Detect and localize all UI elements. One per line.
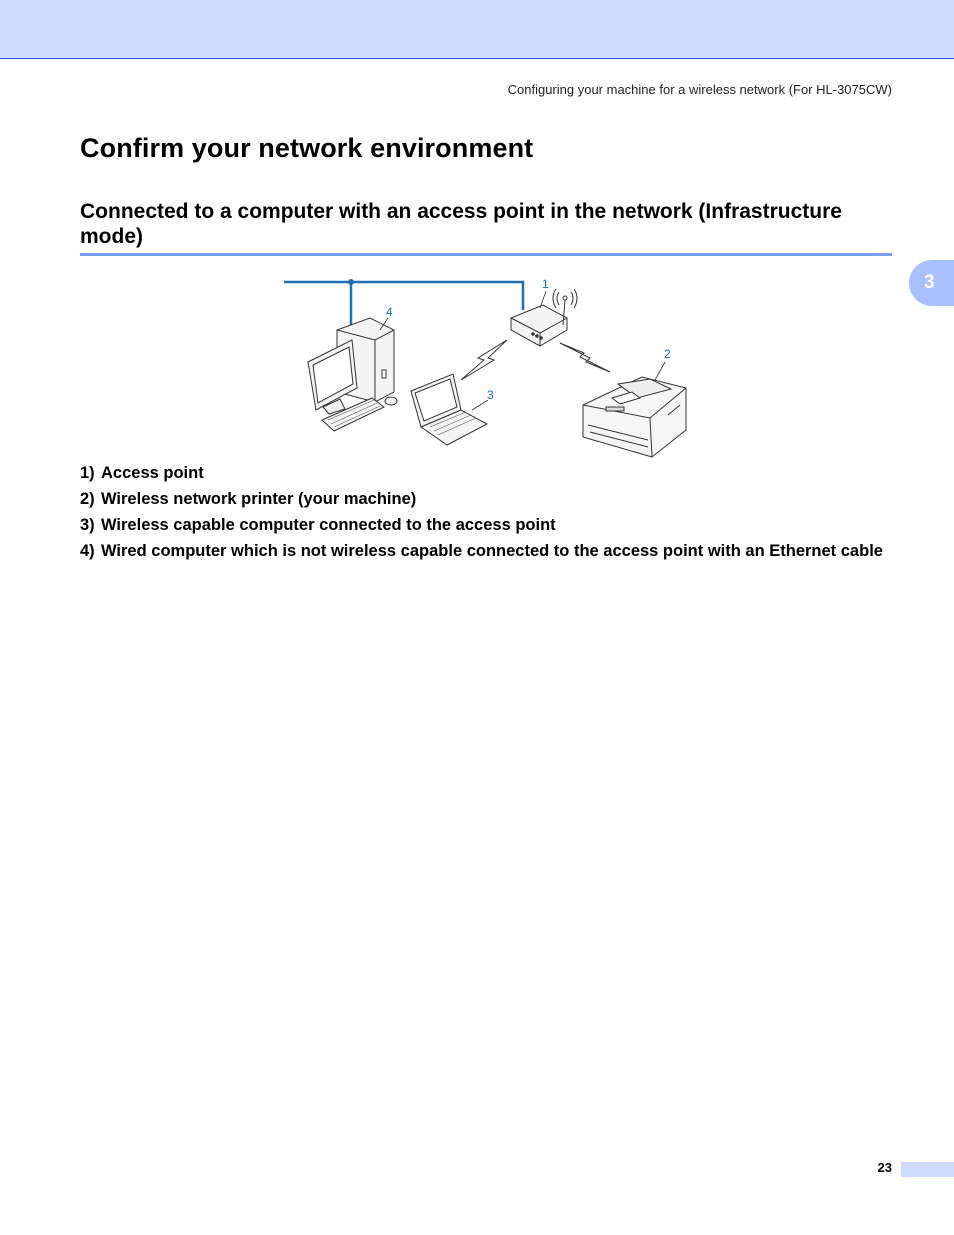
running-header: Configuring your machine for a wireless network (For HL-3075CW): [507, 82, 892, 97]
section-title: Connected to a computer with an access point in the network (Infrastructure mode): [80, 200, 842, 248]
legend-text: Wireless network printer (your machine): [101, 490, 417, 508]
legend-text: Wireless capable computer connected to the access point: [101, 516, 556, 534]
legend-number: 2): [80, 490, 95, 508]
chapter-tab: 3: [909, 260, 954, 306]
legend-number: 1): [80, 464, 95, 482]
figure-legend: [80, 463, 892, 567]
legend-item: [80, 463, 892, 483]
legend-number: 3): [80, 516, 95, 534]
footer-tab: [901, 1162, 954, 1177]
page-number: 23: [877, 1160, 892, 1175]
callout-3: 3: [487, 388, 494, 402]
header-band: [0, 0, 954, 59]
section-divider: [80, 253, 892, 256]
legend-text: Access point: [101, 464, 204, 482]
cable-junction: [348, 279, 354, 285]
callout-2: 2: [664, 347, 671, 361]
ethernet-cable: [284, 282, 523, 330]
page-title: Confirm your network environment: [80, 133, 534, 163]
printer-icon: [583, 377, 686, 457]
callout-1: 1: [542, 277, 549, 291]
legend-number: 4): [80, 542, 95, 560]
network-diagram: [280, 270, 700, 465]
wireless-link-laptop: [461, 340, 507, 380]
legend-item: [80, 489, 892, 509]
legend-item: [80, 515, 892, 535]
callout-4: 4: [386, 305, 393, 319]
desktop-computer-icon: [308, 318, 397, 431]
legend-text: Wired computer which is not wireless capable connected to the access point with an Ethernet cable: [101, 542, 883, 560]
wireless-link-printer: [560, 343, 610, 372]
laptop-icon: [411, 374, 487, 445]
legend-item: [80, 541, 892, 561]
